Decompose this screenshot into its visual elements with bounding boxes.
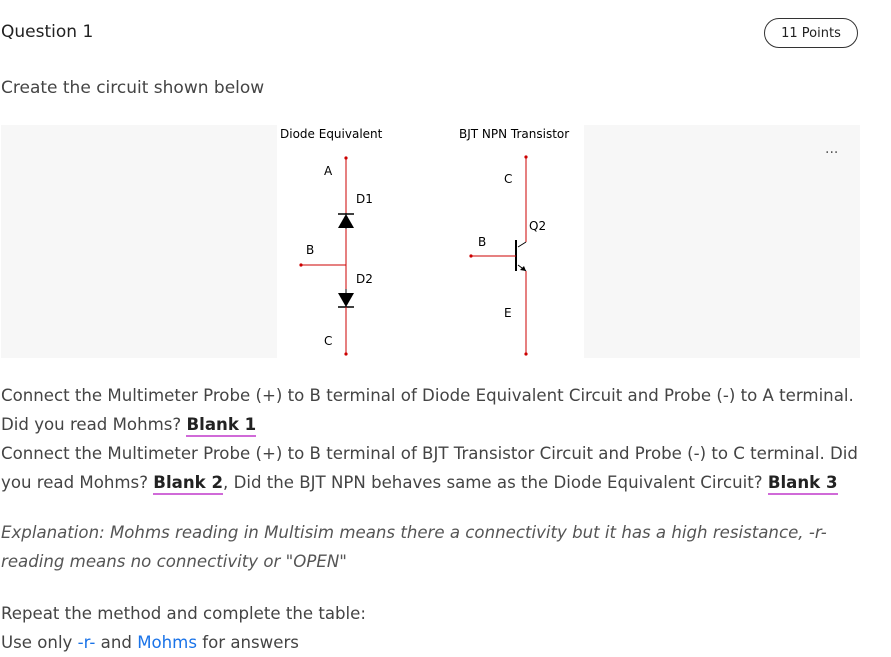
circuit-diagram (277, 125, 584, 358)
use-only-suffix: for answers (196, 633, 299, 652)
diode-label-d2: D2 (356, 272, 373, 286)
mohms-link[interactable]: Mohms (137, 633, 197, 652)
repeat-line: Repeat the method and complete the table: (1, 604, 366, 623)
instruction-1 (1, 381, 871, 439)
blank-1[interactable]: Blank 1 (186, 415, 256, 437)
instruction-2-text-cont: , Did the BJT NPN behaves same as the Diode Equivalent Circuit? (223, 473, 768, 492)
diode-label-b: B (306, 243, 315, 257)
blank-2[interactable]: Blank 2 (153, 473, 223, 495)
instructions (1, 381, 871, 497)
instruction-2-text: Connect the Multimeter Probe (+) to B terminal of BJT Transistor Circuit and Probe (-) to C terminal. Did you read Mohms? (1, 444, 858, 492)
bjt-label-e: E (504, 306, 512, 320)
bjt-label-c: C (504, 172, 513, 186)
r-link[interactable]: -r- (77, 633, 96, 652)
diode-label-c: C (324, 334, 333, 348)
diode-label-d1: D1 (356, 192, 373, 206)
bjt-title: BJT NPN Transistor (459, 127, 570, 141)
instruction-1-text: Connect the Multimeter Probe (+) to B terminal of Diode Equivalent Circuit and Probe (-) to A terminal. Did you read Mohms? (1, 386, 854, 434)
diode-equivalent-title: Diode Equivalent (280, 127, 383, 141)
and-text: and (95, 633, 138, 652)
blank-3[interactable]: Blank 3 (768, 473, 838, 495)
bjt-label-q2: Q2 (529, 219, 547, 233)
instruction-2 (1, 439, 871, 497)
question-prompt: Create the circuit shown below (1, 78, 265, 98)
explanation: Explanation: Mohms reading in Multisim means there a connectivity but it has a high resistance, -r- reading means no connectivity or "OPEN" (1, 523, 827, 571)
bjt-label-b: B (478, 235, 487, 249)
question-title: Question 1 (1, 22, 94, 42)
diode-label-a: A (324, 164, 333, 178)
circuit-image (1, 125, 860, 358)
use-only-prefix: Use only (1, 633, 78, 652)
more-options-icon[interactable]: ... (825, 141, 839, 157)
repeat-instructions (1, 599, 366, 657)
use-only-line (1, 628, 366, 657)
points-badge: 11 Points (764, 18, 858, 48)
